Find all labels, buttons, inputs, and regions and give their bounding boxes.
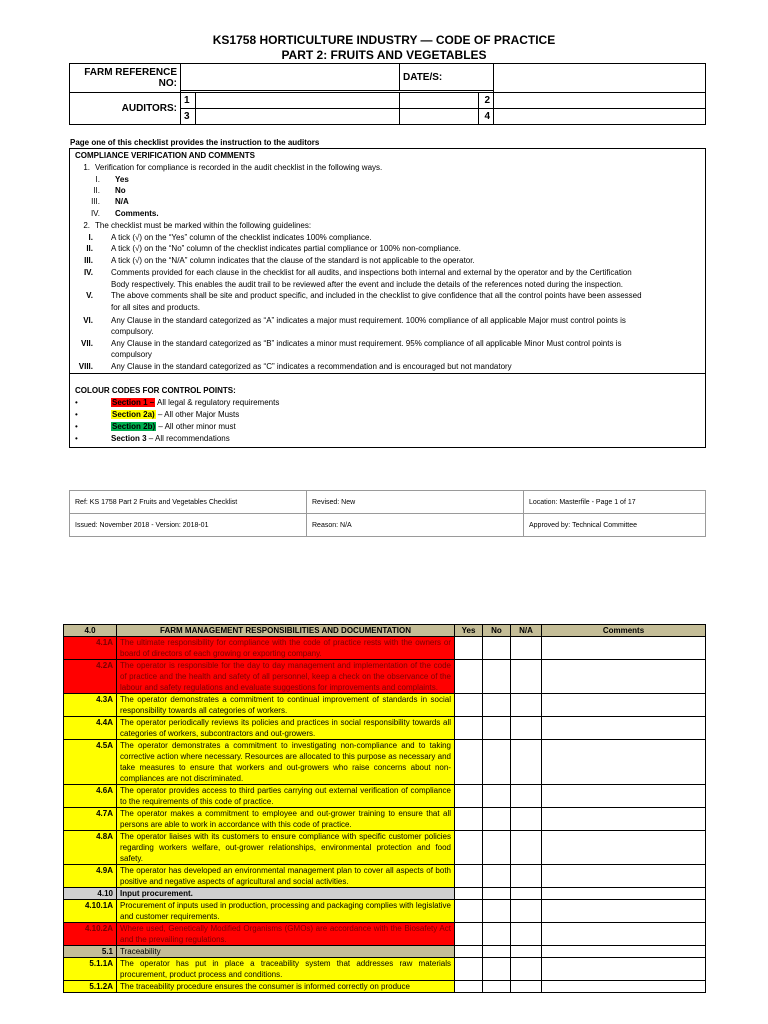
auditor-2-num: 2 [479, 93, 494, 109]
clause-number: 4.9A [64, 865, 117, 888]
no-checkbox-cell[interactable] [483, 923, 511, 946]
page-note: Page one of this checklist provides the instruction to the auditors [70, 138, 320, 147]
yes-column-header: Yes [455, 625, 483, 637]
checklist-row [64, 717, 706, 740]
comments-cell[interactable] [542, 946, 706, 958]
checklist-row [64, 660, 706, 694]
yes-checkbox-cell[interactable] [455, 785, 483, 808]
clause-text: Where used, Genetically Modified Organisms (GMOs) are accordance with the Biosafety Act and the prevailing regulations. [117, 923, 455, 946]
comments-cell[interactable] [542, 923, 706, 946]
guideline-1: A tick (√) on the “Yes” column of the checklist indicates 100% compliance. [111, 233, 372, 242]
clause-number: 4.10.2A [64, 923, 117, 946]
checklist-row [64, 740, 706, 785]
checklist-row [64, 946, 706, 958]
checklist-row [64, 981, 706, 993]
comments-cell[interactable] [542, 888, 706, 900]
comments-cell[interactable] [542, 660, 706, 694]
guideline-5: The above comments shall be site and product specific, and included in the checklist to give confidence that all the control points have been assessed [111, 291, 642, 300]
auditors-label: AUDITORS: [70, 93, 181, 125]
na-checkbox-cell[interactable] [511, 865, 542, 888]
clause-text: The operator provides access to third parties carrying out external verification of compliance to the requirements of this code of practice. [117, 785, 455, 808]
option-yes: Yes [115, 175, 129, 184]
checklist-row [64, 637, 706, 660]
clause-number: 4.5A [64, 740, 117, 785]
clause-number: 5.1 [64, 946, 117, 958]
no-column-header: No [483, 625, 511, 637]
guideline-6-cont: compulsory. [111, 327, 154, 336]
clause-number: 4.8A [64, 831, 117, 865]
instructions-box: COMPLIANCE VERIFICATION AND COMMENTS 1. Verification for compliance is recorded in the audit checklist in the following ways. I. Yes II. No III. N/A IV. Comments. 2. The checklist must be marked within the following guidelines: I. A tick (√) on the “Yes” column of the checklist indicates 100% compliance. II. A tick (√) on the “No” column of the checklist indicates partial compliance or 100% non-compliance. III. A tick (√) on the “N/A” column indicates that the clause of the standard is not applicable to the operator. IV. Comments provided for each clause in the checklist for all audits, and inspections both internal and external by the operator and by the Certification Body respectively. This enables the audit trail to be reviewed after the event and include the details of the references noted during the inspection. V. The above comments shall be site and product specific, and included in the checklist to give confidence that all the control points have been assessed for all sites and products. VI. Any Clause in the standard categorized as “A” indicates a major must requirement. 100% compliance of all applicable Major must control points is compulsory. VII. Any Clause in the standard categorized as “B” indicates a minor must requirement. 95% compliance of all applicable Minor Must control points is compulsory VIII. Any Clause in the standard categorized as “C” indicates a recommendation and is encouraged but not mandatory COLOUR CODES FOR CONTROL POINTS: • Section 1 – All legal & regulatory requirements • Section 2a) – All other Major Musts • Section 2b) – All other minor must • Section 3 – All recommendations [69, 148, 706, 448]
guideline-8: Any Clause in the standard categorized as “C” indicates a recommendation and is encouraged but not mandatory [111, 362, 512, 371]
guideline-2: A tick (√) on the “No” column of the checklist indicates partial compliance or 100% non-compliance. [111, 244, 461, 253]
checklist-row [64, 900, 706, 923]
no-checkbox-cell[interactable] [483, 808, 511, 831]
comments-cell[interactable] [542, 831, 706, 865]
checklist-row [64, 785, 706, 808]
option-na: N/A [115, 197, 129, 206]
comments-cell[interactable] [542, 981, 706, 993]
yes-checkbox-cell[interactable] [455, 637, 483, 660]
clause-text: Traceability [117, 946, 455, 958]
na-checkbox-cell[interactable] [511, 637, 542, 660]
guideline-5-cont: for all sites and products. [111, 303, 200, 312]
instructions-heading: COMPLIANCE VERIFICATION AND COMMENTS [75, 151, 255, 160]
farm-reference-field[interactable] [181, 64, 400, 91]
instruction-item-2: The checklist must be marked within the following guidelines: [95, 221, 312, 230]
checklist-row [64, 923, 706, 946]
no-checkbox-cell[interactable] [483, 958, 511, 981]
comments-cell[interactable] [542, 717, 706, 740]
comments-cell[interactable] [542, 958, 706, 981]
clause-text: The operator is responsible for the day to day management and implementation of the code of practice and the health and safety of all personnel, keep a check on the observance of the labour and safety regulations and evaluate suggestions for improvements and complaints. [117, 660, 455, 694]
auditor-3-field[interactable] [196, 109, 400, 125]
clause-number: 4.10 [64, 888, 117, 900]
no-checkbox-cell[interactable] [483, 865, 511, 888]
no-checkbox-cell[interactable] [483, 660, 511, 694]
section-number: 4.0 [64, 625, 117, 637]
checklist-table [63, 624, 706, 993]
guideline-3: A tick (√) on the “N/A” column indicates that the clause of the standard is not applicable to the operator. [111, 256, 475, 265]
dates-field[interactable] [494, 64, 706, 93]
yes-checkbox-cell[interactable] [455, 740, 483, 785]
clause-text: The operator has developed an environmental management plan to cover all aspects of both positive and negative aspects of agricultural and social activities. [117, 865, 455, 888]
na-checkbox-cell[interactable] [511, 946, 542, 958]
checklist-row [64, 958, 706, 981]
clause-text: The traceability procedure ensures the consumer is informed correctly on produce [117, 981, 455, 993]
na-checkbox-cell[interactable] [511, 660, 542, 694]
auditor-1-field[interactable] [196, 93, 400, 109]
no-checkbox-cell[interactable] [483, 694, 511, 717]
yes-checkbox-cell[interactable] [455, 660, 483, 694]
yes-checkbox-cell[interactable] [455, 808, 483, 831]
comments-cell[interactable] [542, 900, 706, 923]
clause-number: 4.2A [64, 660, 117, 694]
no-checkbox-cell[interactable] [483, 637, 511, 660]
checklist-row [64, 694, 706, 717]
clause-number: 4.6A [64, 785, 117, 808]
checklist-row [64, 888, 706, 900]
na-checkbox-cell[interactable] [511, 785, 542, 808]
yes-checkbox-cell[interactable] [455, 900, 483, 923]
yes-checkbox-cell[interactable] [455, 888, 483, 900]
colour-code-section-2b: Section 2b) – All other minor must [112, 422, 236, 431]
colour-code-section-3: Section 3 – All recommendations [111, 434, 230, 443]
footer-issued: Issued: November 2018 - Version: 2018-01 [70, 514, 307, 537]
guideline-4-cont: Body respectively. This enables the audit trail to be reviewed after the event and include the details of the references noted during the inspection. [111, 280, 624, 289]
checklist-row [64, 831, 706, 865]
clause-text: The operator liaises with its customers to ensure compliance with specific customer policies regarding workers welfare, out-grower relationships, environmental protection and food safety. [117, 831, 455, 865]
na-checkbox-cell[interactable] [511, 740, 542, 785]
guideline-7-cont: compulsory [111, 350, 152, 359]
guideline-4: Comments provided for each clause in the checklist for all audits, and inspections both internal and external by the operator and by the Certification [111, 268, 632, 277]
option-no: No [115, 186, 126, 195]
clause-text: Input procurement. [117, 888, 455, 900]
auditor-1-num: 1 [181, 93, 196, 109]
no-checkbox-cell[interactable] [483, 717, 511, 740]
clause-number: 5.1.1A [64, 958, 117, 981]
no-checkbox-cell[interactable] [483, 785, 511, 808]
clause-number: 4.4A [64, 717, 117, 740]
clause-text: The operator demonstrates a commitment to investigating non-compliance and to taking corrective action where necessary. Resources are allocated to this purpose as necessary and take measures to ensure that workers and out-growers who raise concerns about non-compliances are not discriminated. [117, 740, 455, 785]
footer-reason: Reason: N/A [307, 514, 524, 537]
document-title: KS1758 HORTICULTURE INDUSTRY — CODE OF PRACTICE [212, 33, 556, 47]
footer-approved: Approved by: Technical Committee [524, 514, 706, 537]
no-checkbox-cell[interactable] [483, 831, 511, 865]
clause-text: The operator periodically reviews its policies and practices in social responsibility towards all categories of workers, subcontractors and out-growers. [117, 717, 455, 740]
comments-cell[interactable] [542, 694, 706, 717]
checklist-header-row [64, 625, 706, 637]
instruction-item-1: Verification for compliance is recorded in the audit checklist in the following ways. [95, 163, 383, 172]
document-footer [69, 490, 706, 537]
yes-checkbox-cell[interactable] [455, 923, 483, 946]
farm-header-table [69, 63, 706, 125]
colour-code-section-1: Section 1 – All legal & regulatory requirements [112, 398, 280, 407]
option-comments: Comments. [115, 209, 159, 218]
comments-cell[interactable] [542, 865, 706, 888]
clause-text: The ultimate responsibility for compliance with the code of practice rests with the owners or board of directors of each growing or exporting company. [117, 637, 455, 660]
auditor-4-num: 4 [479, 109, 494, 125]
comments-cell[interactable] [542, 808, 706, 831]
auditor-3-num: 3 [181, 109, 196, 125]
guideline-6: Any Clause in the standard categorized as “A” indicates a major must requirement. 100% compliance of all applicable Major must control points is [111, 316, 626, 325]
yes-checkbox-cell[interactable] [455, 717, 483, 740]
yes-checkbox-cell[interactable] [455, 958, 483, 981]
no-checkbox-cell[interactable] [483, 946, 511, 958]
footer-location: Location: Masterfile - Page 1 of 17 [524, 491, 706, 514]
yes-checkbox-cell[interactable] [455, 831, 483, 865]
colour-codes-heading: COLOUR CODES FOR CONTROL POINTS: [75, 386, 236, 395]
na-checkbox-cell[interactable] [511, 831, 542, 865]
comments-cell[interactable] [542, 785, 706, 808]
colour-code-section-2a: Section 2a) – All other Major Musts [112, 410, 240, 419]
clause-number: 5.1.2A [64, 981, 117, 993]
na-checkbox-cell[interactable] [511, 717, 542, 740]
farm-reference-label: FARM REFERENCE NO: [70, 64, 181, 93]
document-subtitle: PART 2: FRUITS AND VEGETABLES [281, 48, 487, 62]
auditor-4-field[interactable] [494, 109, 706, 125]
no-checkbox-cell[interactable] [483, 981, 511, 993]
no-checkbox-cell[interactable] [483, 900, 511, 923]
na-checkbox-cell[interactable] [511, 694, 542, 717]
auditor-2-field[interactable] [494, 93, 706, 109]
clause-number: 4.10.1A [64, 900, 117, 923]
clause-text: The operator makes a commitment to employee and out-grower training to ensure that all persons are able to work in accordance with this code of practice. [117, 808, 455, 831]
clause-text: Procurement of inputs used in production, processing and packaging complies with legislative and customer requirements. [117, 900, 455, 923]
footer-ref: Ref: KS 1758 Part 2 Fruits and Vegetables Checklist [70, 491, 307, 514]
clause-number: 4.7A [64, 808, 117, 831]
na-checkbox-cell[interactable] [511, 923, 542, 946]
na-checkbox-cell[interactable] [511, 808, 542, 831]
comments-column-header: Comments [542, 625, 706, 637]
yes-checkbox-cell[interactable] [455, 981, 483, 993]
no-checkbox-cell[interactable] [483, 888, 511, 900]
clause-number: 4.3A [64, 694, 117, 717]
no-checkbox-cell[interactable] [483, 740, 511, 785]
na-checkbox-cell[interactable] [511, 958, 542, 981]
dates-label: DATE/S: [400, 64, 494, 91]
clause-text: The operator has put in place a traceability system that addresses raw materials procurement, product process and conditions. [117, 958, 455, 981]
na-checkbox-cell[interactable] [511, 900, 542, 923]
na-column-header: N/A [511, 625, 542, 637]
yes-checkbox-cell[interactable] [455, 946, 483, 958]
clause-number: 4.1A [64, 637, 117, 660]
checklist-row [64, 808, 706, 831]
comments-cell[interactable] [542, 740, 706, 785]
na-checkbox-cell[interactable] [511, 981, 542, 993]
footer-revised: Revised: New [307, 491, 524, 514]
guideline-7: Any Clause in the standard categorized as “B” indicates a minor must requirement. 95% compliance of all applicable Minor Must control points is [111, 339, 622, 348]
checklist-row [64, 865, 706, 888]
yes-checkbox-cell[interactable] [455, 865, 483, 888]
comments-cell[interactable] [542, 637, 706, 660]
na-checkbox-cell[interactable] [511, 888, 542, 900]
clause-text: The operator demonstrates a commitment to continual improvement of standards in social responsibility towards all categories of workers. [117, 694, 455, 717]
section-title: FARM MANAGEMENT RESPONSIBILITIES AND DOCUMENTATION [117, 625, 455, 637]
yes-checkbox-cell[interactable] [455, 694, 483, 717]
